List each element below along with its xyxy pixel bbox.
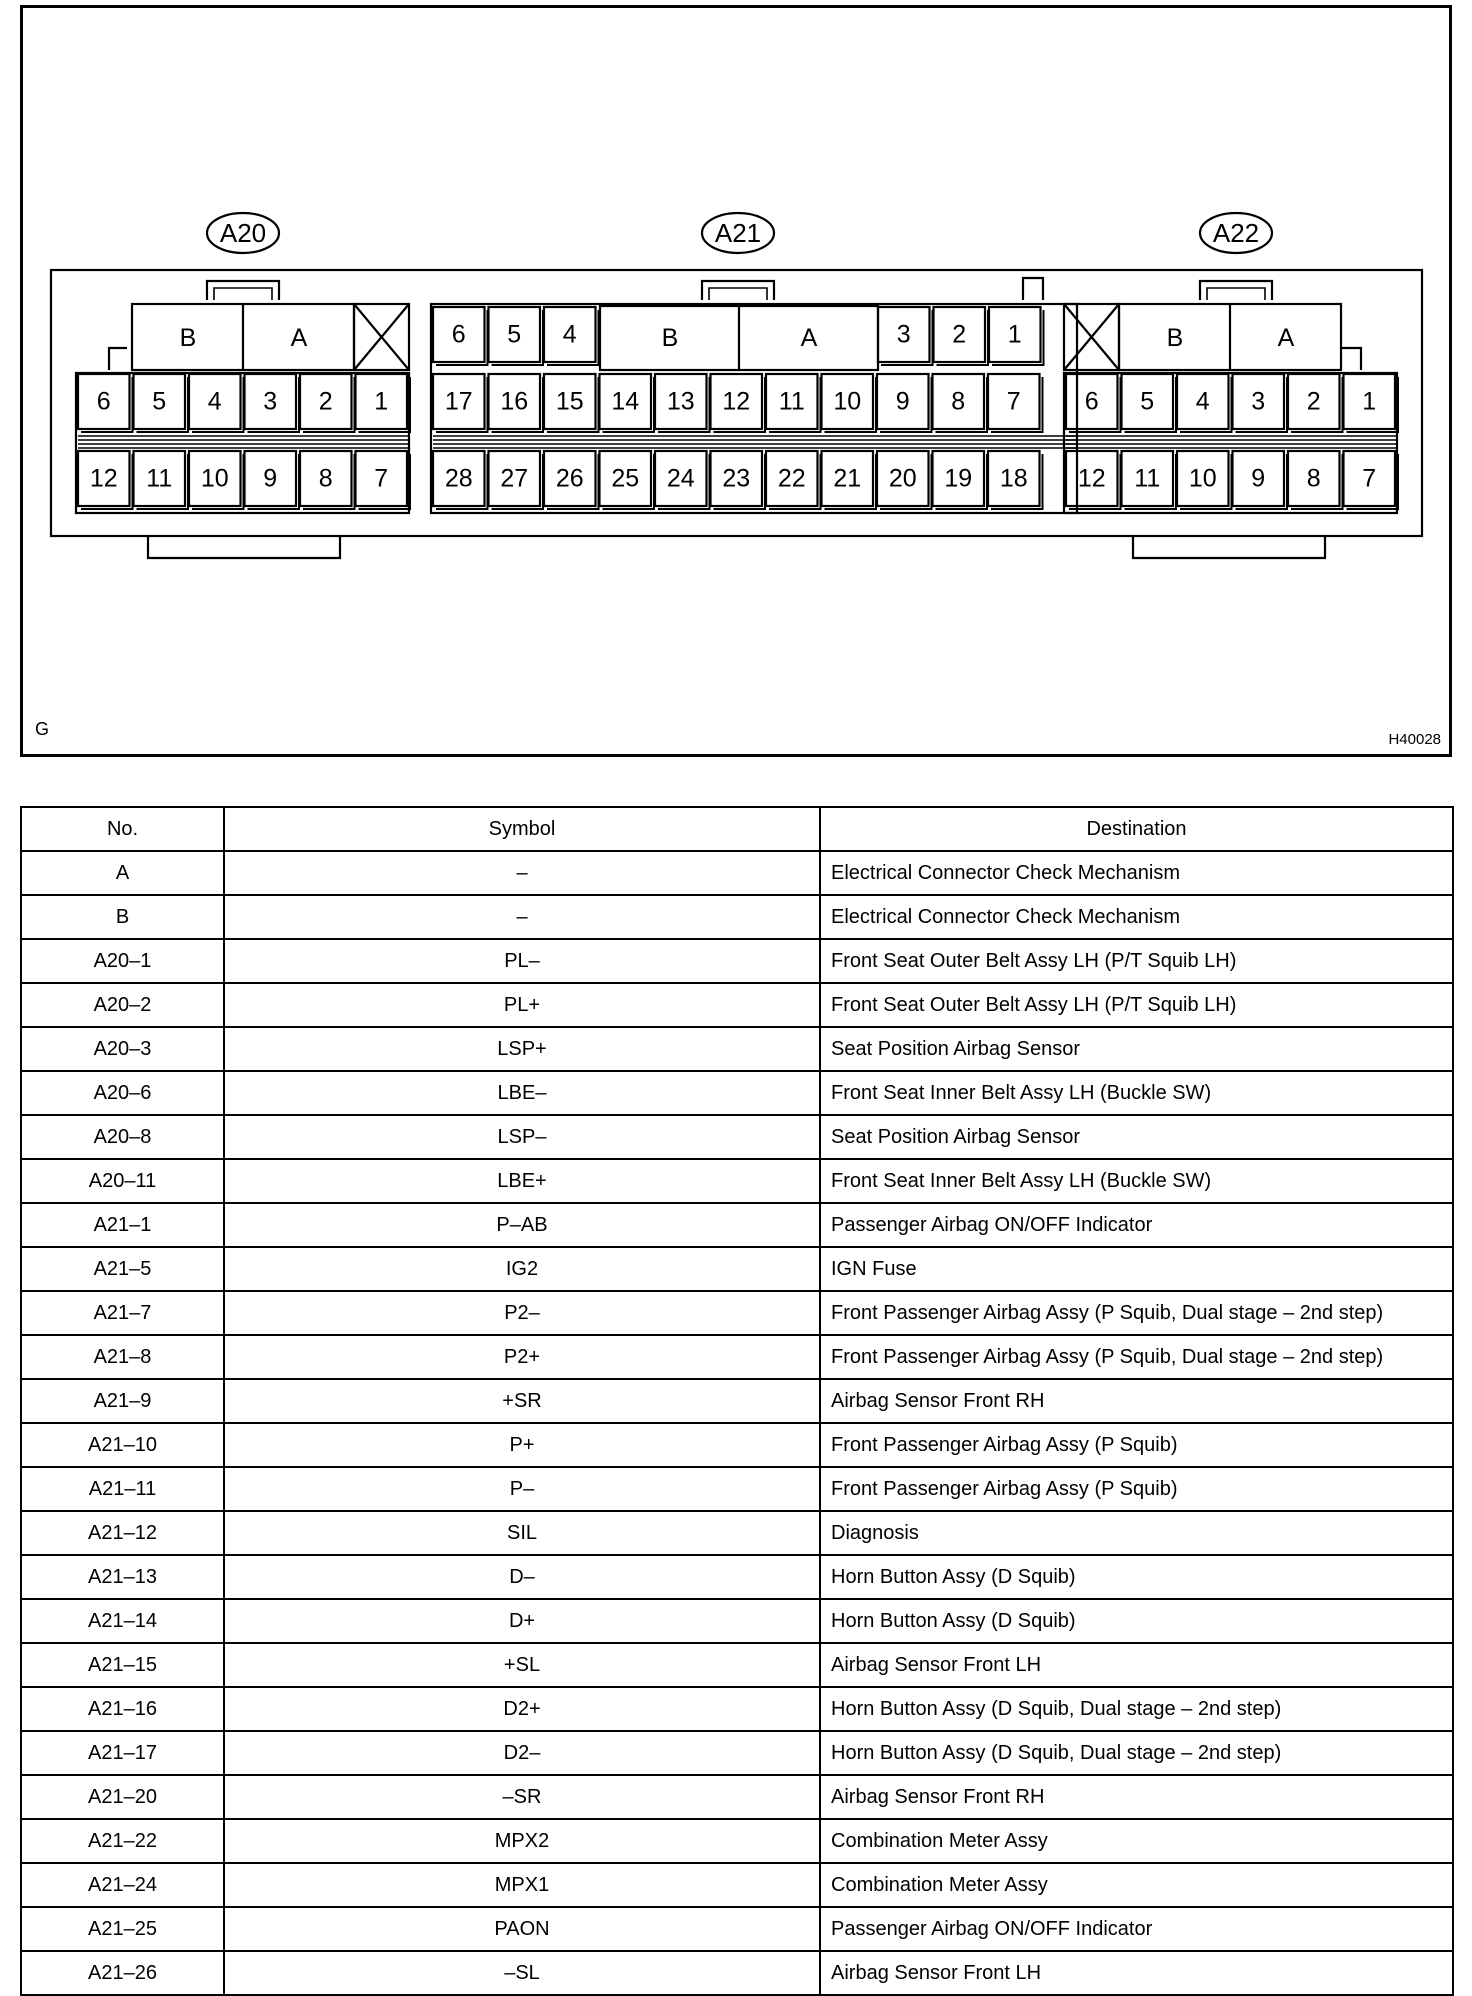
key-tab-inner <box>214 288 272 300</box>
pin-number: 12 <box>722 387 751 416</box>
pin-number: 18 <box>999 464 1028 493</box>
pin-number: 20 <box>888 464 917 493</box>
cell-destination: Electrical Connector Check Mechanism <box>820 895 1453 939</box>
table-row <box>21 1951 1453 1995</box>
key-tab-inner <box>1207 288 1265 300</box>
cell-destination: Seat Position Airbag Sensor <box>820 1027 1453 1071</box>
cell-destination: Passenger Airbag ON/OFF Indicator <box>820 1203 1453 1247</box>
connector-label: A21 <box>714 218 762 248</box>
pin-number: 11 <box>1134 464 1161 493</box>
pin-number: 26 <box>555 464 584 493</box>
key-tab <box>702 281 774 300</box>
table-row <box>21 1379 1453 1423</box>
cell-no: A21–24 <box>21 1863 224 1907</box>
cell-symbol: PL– <box>224 939 820 983</box>
cell-destination: Front Seat Outer Belt Assy LH (P/T Squib LH) <box>820 983 1453 1027</box>
cell-no: A20–11 <box>21 1159 224 1203</box>
pin-number: 12 <box>89 464 118 493</box>
cell-no: A21–11 <box>21 1467 224 1511</box>
pin-number: 3 <box>896 320 911 349</box>
pin-number: 2 <box>952 320 967 349</box>
cell-destination: Horn Button Assy (D Squib, Dual stage – 2nd step) <box>820 1731 1453 1775</box>
pin-number: 9 <box>263 464 278 493</box>
cell-no: A21–14 <box>21 1599 224 1643</box>
latch-a22 <box>1341 348 1361 370</box>
housing-tab-left <box>148 536 340 558</box>
cell-no: A <box>21 851 224 895</box>
cell-destination: Electrical Connector Check Mechanism <box>820 851 1453 895</box>
pin-number: 6 <box>451 320 466 349</box>
table-row <box>21 1027 1453 1071</box>
check-label-b: B <box>1166 324 1184 352</box>
pin-number: 13 <box>666 387 695 416</box>
cell-symbol: P–AB <box>224 1203 820 1247</box>
cell-symbol: LBE+ <box>224 1159 820 1203</box>
cell-destination: Airbag Sensor Front LH <box>820 1643 1453 1687</box>
cell-no: B <box>21 895 224 939</box>
cell-no: A21–17 <box>21 1731 224 1775</box>
pin-number: 6 <box>1084 387 1099 416</box>
cell-symbol: P2– <box>224 1291 820 1335</box>
cell-symbol: SIL <box>224 1511 820 1555</box>
pin-number: 21 <box>833 464 862 493</box>
table-row <box>21 1203 1453 1247</box>
cell-no: A21–9 <box>21 1379 224 1423</box>
pin-number: 10 <box>833 387 862 416</box>
pin-number: 4 <box>562 320 577 349</box>
pin-number: 23 <box>722 464 751 493</box>
cell-symbol: LBE– <box>224 1071 820 1115</box>
cell-no: A20–2 <box>21 983 224 1027</box>
table-row <box>21 1511 1453 1555</box>
pin-number: 22 <box>777 464 806 493</box>
pin-number: 9 <box>895 387 910 416</box>
cell-symbol: – <box>224 895 820 939</box>
table-row <box>21 983 1453 1027</box>
connector-diagram <box>20 5 1452 757</box>
key-tab-inner <box>709 288 767 300</box>
cell-symbol: PAON <box>224 1907 820 1951</box>
pin-number: 8 <box>318 464 333 493</box>
table-row <box>21 1555 1453 1599</box>
check-label-a: A <box>1277 324 1295 352</box>
connector-label: A20 <box>219 218 267 248</box>
cell-no: A20–3 <box>21 1027 224 1071</box>
cell-symbol: MPX1 <box>224 1863 820 1907</box>
cell-no: A21–5 <box>21 1247 224 1291</box>
cell-no: A20–1 <box>21 939 224 983</box>
pin-number: 5 <box>1140 387 1155 416</box>
pin-number: 11 <box>146 464 173 493</box>
table-row <box>21 1291 1453 1335</box>
latch-a20 <box>109 348 127 370</box>
table-row <box>21 1159 1453 1203</box>
table-row <box>21 1423 1453 1467</box>
pin-number: 1 <box>1362 387 1377 416</box>
table-row <box>21 1643 1453 1687</box>
cell-destination: Horn Button Assy (D Squib, Dual stage – 2nd step) <box>820 1687 1453 1731</box>
column-header-destination: Destination <box>820 807 1453 851</box>
pin-assignment-table <box>20 806 1454 1996</box>
sheet-letter: G <box>35 719 50 739</box>
check-label-b: B <box>661 324 679 352</box>
cell-symbol: – <box>224 851 820 895</box>
pin-number: 5 <box>152 387 167 416</box>
cell-symbol: P+ <box>224 1423 820 1467</box>
cell-destination: Seat Position Airbag Sensor <box>820 1115 1453 1159</box>
cell-destination: Airbag Sensor Front LH <box>820 1951 1453 1995</box>
cell-destination: Combination Meter Assy <box>820 1819 1453 1863</box>
check-label-b: B <box>179 324 197 352</box>
pin-number: 14 <box>611 387 640 416</box>
latch-a21 <box>1023 278 1043 300</box>
pin-number: 15 <box>555 387 584 416</box>
pin-number: 24 <box>666 464 695 493</box>
pin-number: 8 <box>951 387 966 416</box>
housing-tab-right <box>1133 536 1325 558</box>
table-header-row <box>21 807 1453 851</box>
cell-symbol: D– <box>224 1555 820 1599</box>
cell-no: A21–12 <box>21 1511 224 1555</box>
table-row <box>21 1731 1453 1775</box>
cell-symbol: LSP+ <box>224 1027 820 1071</box>
pin-number: 2 <box>318 387 333 416</box>
cell-destination: Combination Meter Assy <box>820 1863 1453 1907</box>
check-label-a: A <box>800 324 818 352</box>
cell-symbol: –SR <box>224 1775 820 1819</box>
pin-number: 11 <box>778 387 805 416</box>
pin-number: 28 <box>444 464 473 493</box>
pin-number: 10 <box>200 464 229 493</box>
cell-no: A21–16 <box>21 1687 224 1731</box>
table-row <box>21 1687 1453 1731</box>
cell-no: A21–25 <box>21 1907 224 1951</box>
cell-symbol: P– <box>224 1467 820 1511</box>
cell-destination: IGN Fuse <box>820 1247 1453 1291</box>
cell-no: A20–6 <box>21 1071 224 1115</box>
cell-symbol: D2+ <box>224 1687 820 1731</box>
table-row <box>21 1819 1453 1863</box>
cell-destination: Airbag Sensor Front RH <box>820 1775 1453 1819</box>
cell-symbol: –SL <box>224 1951 820 1995</box>
pin-number: 2 <box>1306 387 1321 416</box>
cell-destination: Front Seat Inner Belt Assy LH (Buckle SW) <box>820 1071 1453 1115</box>
table-row <box>21 939 1453 983</box>
pin-number: 16 <box>500 387 529 416</box>
pin-number: 12 <box>1077 464 1106 493</box>
cell-symbol: MPX2 <box>224 1819 820 1863</box>
table-row <box>21 1467 1453 1511</box>
table-row <box>21 1775 1453 1819</box>
pin-number: 3 <box>263 387 278 416</box>
table-row <box>21 1071 1453 1115</box>
connector-drawing <box>23 8 1449 754</box>
cell-no: A21–13 <box>21 1555 224 1599</box>
cell-no: A21–1 <box>21 1203 224 1247</box>
table-row <box>21 1115 1453 1159</box>
cell-destination: Diagnosis <box>820 1511 1453 1555</box>
cell-no: A21–7 <box>21 1291 224 1335</box>
check-label-a: A <box>290 324 308 352</box>
pin-number: 25 <box>611 464 640 493</box>
cell-symbol: +SL <box>224 1643 820 1687</box>
cell-destination: Front Passenger Airbag Assy (P Squib, Dual stage – 2nd step) <box>820 1335 1453 1379</box>
table-row <box>21 895 1453 939</box>
table-row <box>21 851 1453 895</box>
pin-number: 8 <box>1306 464 1321 493</box>
cell-destination: Airbag Sensor Front RH <box>820 1379 1453 1423</box>
cell-symbol: D+ <box>224 1599 820 1643</box>
key-tab <box>1200 281 1272 300</box>
cell-symbol: D2– <box>224 1731 820 1775</box>
table-row <box>21 1335 1453 1379</box>
cell-destination: Front Passenger Airbag Assy (P Squib) <box>820 1467 1453 1511</box>
pin-number: 7 <box>1006 387 1021 416</box>
pin-number: 1 <box>374 387 389 416</box>
pin-number: 1 <box>1007 320 1022 349</box>
column-header-no: No. <box>21 807 224 851</box>
connector-label: A22 <box>1212 218 1260 248</box>
cell-no: A21–20 <box>21 1775 224 1819</box>
cell-no: A21–10 <box>21 1423 224 1467</box>
column-header-symbol: Symbol <box>224 807 820 851</box>
table-row <box>21 1599 1453 1643</box>
cell-destination: Front Seat Outer Belt Assy LH (P/T Squib LH) <box>820 939 1453 983</box>
pin-number: 9 <box>1251 464 1266 493</box>
cell-destination: Passenger Airbag ON/OFF Indicator <box>820 1907 1453 1951</box>
cell-no: A21–22 <box>21 1819 224 1863</box>
pin-number: 19 <box>944 464 973 493</box>
cell-no: A21–8 <box>21 1335 224 1379</box>
cell-symbol: PL+ <box>224 983 820 1027</box>
cell-symbol: P2+ <box>224 1335 820 1379</box>
pin-number: 4 <box>1195 387 1210 416</box>
pin-number: 5 <box>507 320 522 349</box>
cell-symbol: IG2 <box>224 1247 820 1291</box>
pin-number: 27 <box>500 464 529 493</box>
figure-id: H40028 <box>1388 731 1441 748</box>
cell-destination: Front Seat Inner Belt Assy LH (Buckle SW) <box>820 1159 1453 1203</box>
table-row <box>21 1247 1453 1291</box>
table-row <box>21 1863 1453 1907</box>
pin-number: 7 <box>374 464 389 493</box>
table-row <box>21 1907 1453 1951</box>
cell-destination: Front Passenger Airbag Assy (P Squib) <box>820 1423 1453 1467</box>
pin-number: 6 <box>96 387 111 416</box>
cell-no: A20–8 <box>21 1115 224 1159</box>
key-tab <box>207 281 279 300</box>
cell-symbol: LSP– <box>224 1115 820 1159</box>
pin-number: 10 <box>1188 464 1217 493</box>
cell-symbol: +SR <box>224 1379 820 1423</box>
pin-number: 3 <box>1251 387 1266 416</box>
cell-destination: Front Passenger Airbag Assy (P Squib, Dual stage – 2nd step) <box>820 1291 1453 1335</box>
cell-no: A21–15 <box>21 1643 224 1687</box>
cell-no: A21–26 <box>21 1951 224 1995</box>
cell-destination: Horn Button Assy (D Squib) <box>820 1555 1453 1599</box>
pin-number: 17 <box>444 387 473 416</box>
pin-number: 4 <box>207 387 222 416</box>
pin-number: 7 <box>1362 464 1377 493</box>
cell-destination: Horn Button Assy (D Squib) <box>820 1599 1453 1643</box>
